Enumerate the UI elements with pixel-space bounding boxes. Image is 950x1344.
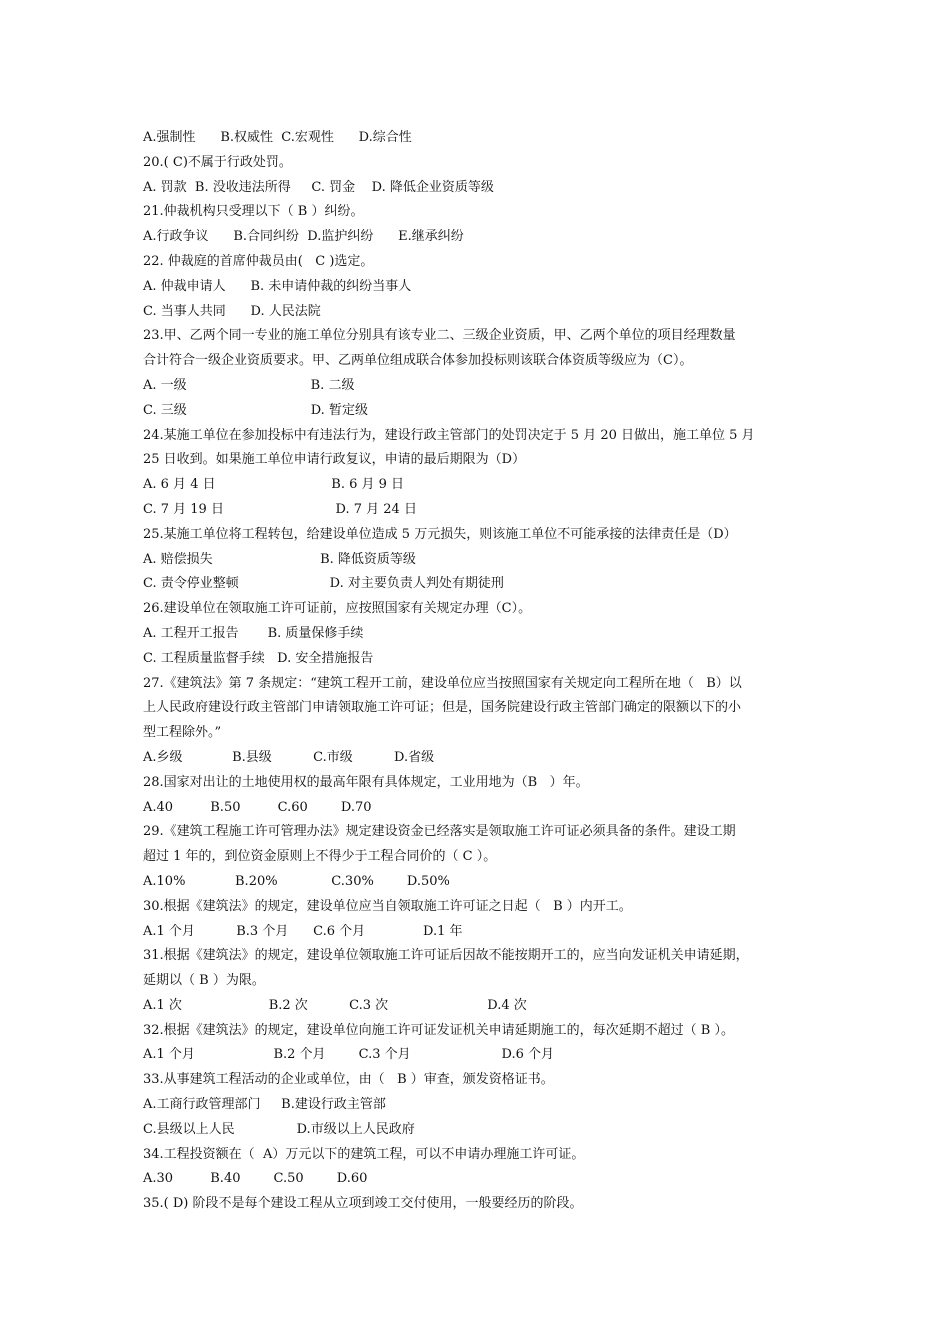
text-line: 延期以（ B ）为限。 — [143, 973, 265, 989]
text-line: C. 责令停业整顿 D. 对主要负责人判处有期徒刑 — [143, 576, 504, 592]
text-line: A.40 B.50 C.60 D.70 — [143, 799, 372, 815]
q22-options-1 — [143, 275, 818, 300]
q27-options — [143, 746, 818, 771]
q31-stem-2 — [143, 969, 818, 994]
q24-options-1 — [143, 473, 818, 498]
text-line: 24.某施工单位在参加投标中有违法行为，建设行政主管部门的处罚决定于 5 月 20 日做出，施工单位 5 月 — [143, 427, 755, 443]
text-line: C. 7 月 19 日 D. 7 月 24 日 — [143, 501, 417, 517]
q26-stem — [143, 597, 818, 622]
q31-stem-1 — [143, 944, 818, 969]
text-line: 35.( D) 阶段不是每个建设工程从立项到竣工交付使用，一般要经历的阶段。 — [143, 1196, 583, 1212]
q31-options — [143, 994, 818, 1019]
text-line: 33.从事建筑工程活动的企业或单位，由（ B ）审查，颁发资格证书。 — [143, 1072, 554, 1088]
q24-stem-2 — [143, 448, 818, 473]
q29-stem-1 — [143, 820, 818, 845]
text-line: 29.《建筑工程施工许可管理办法》规定建设资金已经落实是领取施工许可证必须具备的条件。建设工期 — [143, 824, 736, 840]
text-line: 上人民政府建设行政主管部门申请领取施工许可证；但是，国务院建设行政主管部门确定的限额以下的小 — [143, 700, 742, 716]
text-line: C. 当事人共同 D. 人民法院 — [143, 303, 321, 319]
text-line: A.10% B.20% C.30% D.50% — [143, 873, 450, 889]
text-line: C. 工程质量监督手续 D. 安全措施报告 — [143, 650, 374, 666]
text-line: 22. 仲裁庭的首席仲裁员由( C )选定。 — [143, 253, 374, 269]
text-line: A.1 次 B.2 次 C.3 次 D.4 次 — [143, 997, 527, 1013]
q22-stem — [143, 250, 818, 275]
text-line: 31.根据《建筑法》的规定，建设单位领取施工许可证后因故不能按期开工的，应当向发证机关申请延期， — [143, 948, 749, 964]
q32-options — [143, 1043, 818, 1068]
text-line: 26.建设单位在领取施工许可证前，应按照国家有关规定办理（C）。 — [143, 601, 532, 617]
text-line: 27.《建筑法》第 7 条规定：“建筑工程开工前，建设单位应当按照国家有关规定向工程所在地（ B）以 — [143, 675, 742, 691]
text-line: 25.某施工单位将工程转包，给建设单位造成 5 万元损失，则该施工单位不可能承接的法律责任是（D） — [143, 526, 737, 542]
q26-options-2 — [143, 647, 818, 672]
q26-options-1 — [143, 622, 818, 647]
q24-stem-1 — [143, 424, 818, 449]
text-line: C. 三级 D. 暂定级 — [143, 402, 368, 418]
q35-stem — [143, 1192, 818, 1217]
text-line: A. 一级 B. 二级 — [143, 377, 355, 393]
text-line: 34.工程投资额在（ A）万元以下的建筑工程，可以不申请办理施工许可证。 — [143, 1146, 585, 1162]
q20-options — [143, 176, 818, 201]
document-body — [143, 126, 818, 1217]
text-line: A. 赔偿损失 B. 降低资质等级 — [143, 551, 416, 567]
text-line: A.工商行政管理部门 B.建设行政主管部 — [143, 1097, 386, 1113]
text-line: 型工程除外。” — [143, 725, 222, 741]
text-line: 23.甲、乙两个同一专业的施工单位分别具有该专业二、三级企业资质，甲、乙两个单位的项目经理数量 — [143, 328, 736, 344]
q33-options-1 — [143, 1093, 818, 1118]
text-line: A.强制性 B.权威性 C.宏观性 D.综合性 — [143, 130, 412, 145]
q32-stem — [143, 1019, 818, 1044]
q29-stem-2 — [143, 845, 818, 870]
q33-options-2 — [143, 1118, 818, 1143]
text-line: A.1 个月 B.2 个月 C.3 个月 D.6 个月 — [143, 1047, 555, 1063]
q25-options-2 — [143, 572, 818, 597]
q27-stem-3 — [143, 721, 818, 746]
q30-options — [143, 920, 818, 945]
text-line: 30.根据《建筑法》的规定，建设单位应当自领取施工许可证之日起（ B ）内开工。 — [143, 898, 632, 914]
q25-stem — [143, 523, 818, 548]
q23-stem-1 — [143, 324, 818, 349]
q19-options — [143, 126, 818, 151]
q20-stem — [143, 151, 818, 176]
q33-stem — [143, 1068, 818, 1093]
text-line: 25 日收到。如果施工单位申请行政复议，申请的最后期限为（D） — [143, 452, 526, 468]
text-line: 28.国家对出让的土地使用权的最高年限有具体规定，工业用地为（B ）年。 — [143, 774, 589, 790]
text-line: A. 工程开工报告 B. 质量保修手续 — [143, 625, 364, 641]
q30-stem — [143, 895, 818, 920]
q29-options — [143, 870, 818, 895]
text-line: 超过 1 年的，到位资金原则上不得少于工程合同价的（ C ）。 — [143, 849, 497, 865]
text-line: 32.根据《建筑法》的规定，建设单位向施工许可证发证机关申请延期施工的，每次延期不超过（ B ）。 — [143, 1022, 734, 1038]
text-line: 20.( C)不属于行政处罚。 — [143, 154, 292, 170]
q25-options-1 — [143, 548, 818, 573]
q21-stem — [143, 200, 818, 225]
q27-stem-1 — [143, 672, 818, 697]
q23-options-2 — [143, 399, 818, 424]
text-line: 21.仲裁机构只受理以下（ B ）纠纷。 — [143, 204, 364, 220]
text-line: A.1 个月 B.3 个月 C.6 个月 D.1 年 — [143, 923, 463, 939]
text-line: C.县级以上人民 D.市级以上人民政府 — [143, 1121, 415, 1137]
q23-options-1 — [143, 374, 818, 399]
text-line: A. 罚款 B. 没收违法所得 C. 罚金 D. 降低企业资质等级 — [143, 179, 494, 195]
text-line: 合计符合一级企业资质要求。甲、乙两单位组成联合体参加投标则该联合体资质等级应为（C）。 — [143, 353, 693, 369]
text-line: A. 6 月 4 日 B. 6 月 9 日 — [143, 477, 405, 493]
text-line: A.30 B.40 C.50 D.60 — [143, 1171, 368, 1187]
q23-stem-2 — [143, 349, 818, 374]
q27-stem-2 — [143, 696, 818, 721]
q21-options — [143, 225, 818, 250]
q24-options-2 — [143, 498, 818, 523]
q22-options-2 — [143, 300, 818, 325]
text-line: A. 仲裁申请人 B. 未申请仲裁的纠纷当事人 — [143, 278, 412, 294]
q28-stem — [143, 771, 818, 796]
q28-options — [143, 796, 818, 821]
text-line: A.乡级 B.县级 C.市级 D.省级 — [143, 749, 435, 765]
q34-stem — [143, 1143, 818, 1168]
text-line: A.行政争议 B.合同纠纷 D.监护纠纷 E.继承纠纷 — [143, 229, 464, 245]
q34-options — [143, 1167, 818, 1192]
